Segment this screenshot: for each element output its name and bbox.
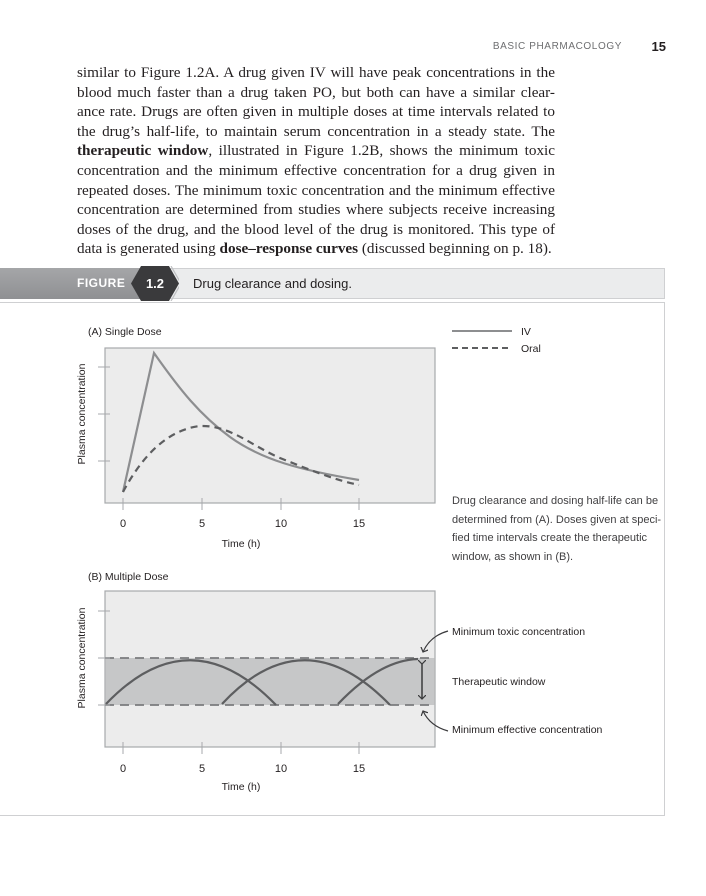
legend-iv-label: IV	[521, 326, 531, 338]
x-tick-label: 15	[352, 763, 366, 775]
annotation-min-effective: Minimum effective concentration	[452, 724, 603, 736]
running-title: BASIC PHARMACOLOGY	[492, 41, 622, 52]
figure-title: Drug clearance and dosing.	[193, 276, 352, 291]
chart-a-x-tick-labels	[120, 518, 365, 530]
x-tick-label: 10	[274, 763, 288, 775]
chart-b-title: (B) Multiple Dose	[88, 571, 169, 583]
figure-side-caption: Drug clearance and dosing half-life can be determined from (A). Doses given at speci-fied time intervals create the therapeutic window, as shown in (B).	[452, 495, 662, 563]
chart-a-x-axis-label: Time (h)	[221, 538, 261, 550]
x-tick-label: 0	[119, 763, 127, 775]
chart-b-y-axis-label: Plasma concentration	[76, 607, 88, 709]
x-tick-label: 5	[198, 763, 206, 775]
chart-b-x-axis-label: Time (h)	[221, 781, 261, 793]
text-run: similar to Figure 1.2A. A drug given IV will have peak concentrations in the blood much faster than a drug taken PO, but both can have a similar clear-ance rate. Drugs are often given in multiple doses at time intervals related to the drug’s half-life, to maintain serum concentration in a steady state. The	[77, 64, 555, 140]
chart-a-plot-area	[105, 348, 435, 503]
x-tick-label: 10	[274, 518, 288, 530]
chart-b-annotations	[452, 626, 603, 736]
page-number: 15	[651, 39, 666, 54]
annotation-min-toxic: Minimum toxic concentration	[452, 626, 586, 638]
chart-a-legend	[452, 326, 541, 355]
chart-a-title: (A) Single Dose	[88, 326, 162, 338]
x-tick-label: 0	[119, 518, 127, 530]
x-tick-label: 5	[198, 518, 206, 530]
x-tick-label: 15	[352, 518, 366, 530]
text-run: , illustrated in Figure 1.2B, shows the minimum toxic concentration and the minimum effective concentration for a drug given in repeated doses. The minimum toxic concentration and the minimum effective concentration are determined from studies where subjects receive increasing doses of the drug, and the blood level of the drug is monitored. This type of data is generated using	[77, 142, 556, 258]
chart-b-multiple-dose	[76, 571, 603, 793]
text-run: (discussed beginning on p. 18).	[358, 240, 552, 258]
annotation-therapeutic-window: Therapeutic window	[452, 676, 546, 688]
figure-label: FIGURE	[77, 276, 126, 290]
chart-b-x-tick-labels	[120, 763, 365, 775]
legend-oral-label: Oral	[521, 343, 541, 355]
bold-term-therapeutic-window: therapeutic window	[77, 142, 209, 160]
chart-a-single-dose	[76, 326, 435, 550]
chart-a-y-axis-label: Plasma concentration	[76, 363, 88, 465]
bold-term-dose-response-curves: dose–response curves	[219, 240, 359, 258]
figure-number: 1.2	[145, 276, 165, 291]
